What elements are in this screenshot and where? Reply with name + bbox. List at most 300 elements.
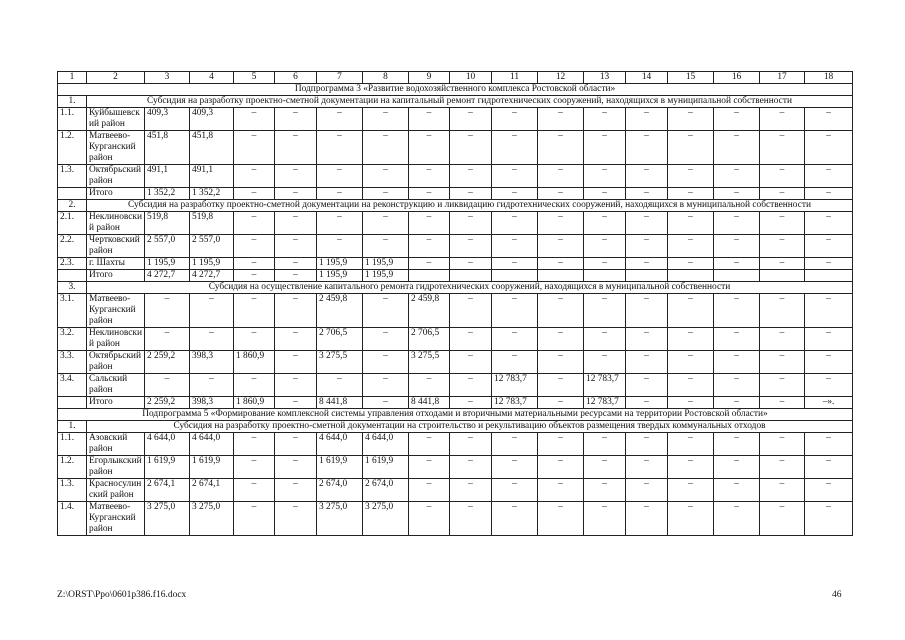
page-number: 46: [832, 590, 842, 600]
value-cell: 1 195,9: [363, 258, 409, 270]
row-number: [58, 397, 87, 409]
value-cell: –: [760, 502, 805, 536]
value-cell: –: [714, 212, 760, 235]
value-cell: –: [275, 374, 317, 397]
column-number: 16: [714, 72, 760, 84]
value-cell: 1 352,2: [145, 188, 190, 200]
value-cell: 2 259,2: [145, 397, 190, 409]
value-cell: –: [626, 397, 668, 409]
row-number: 2.3.: [58, 258, 87, 270]
value-cell: –: [275, 433, 317, 456]
value-cell: –: [584, 456, 626, 479]
value-cell: 12 783,7: [492, 374, 538, 397]
row-number: [58, 270, 87, 282]
value-cell: 8 441,8: [317, 397, 363, 409]
value-cell: –: [363, 235, 409, 258]
value-cell: –: [626, 258, 668, 270]
column-number: 10: [450, 72, 492, 84]
section-row: [58, 421, 853, 433]
value-cell: –: [584, 131, 626, 165]
value-cell: –: [714, 165, 760, 188]
value-cell: –: [668, 131, 714, 165]
value-cell: 451,8: [145, 131, 190, 165]
value-cell: –: [317, 165, 363, 188]
column-number: 6: [275, 72, 317, 84]
value-cell: –: [409, 212, 450, 235]
value-cell: –: [714, 479, 760, 502]
value-cell: 1 352,2: [190, 188, 234, 200]
value-cell: –: [363, 188, 409, 200]
value-cell: –: [450, 328, 492, 351]
value-cell: 3 275,0: [363, 502, 409, 536]
value-cell: –: [626, 456, 668, 479]
value-cell: –: [538, 502, 584, 536]
value-cell: –: [538, 258, 584, 270]
value-cell: 519,8: [145, 212, 190, 235]
table-row: [58, 351, 853, 374]
row-label: Октябрьский район: [87, 351, 145, 374]
value-cell: –: [317, 235, 363, 258]
value-cell: –: [275, 235, 317, 258]
value-cell: –: [450, 479, 492, 502]
value-cell: 398,3: [190, 397, 234, 409]
value-cell: –: [145, 294, 190, 328]
value-cell: –: [317, 374, 363, 397]
table-row: [58, 131, 853, 165]
value-cell: –: [492, 433, 538, 456]
value-cell: [450, 270, 492, 282]
subprogram-title-row: [58, 84, 853, 96]
value-cell: –: [760, 351, 805, 374]
value-cell: –: [668, 502, 714, 536]
value-cell: 1 860,9: [234, 351, 275, 374]
value-cell: [492, 270, 538, 282]
section-number: 3.: [58, 282, 87, 294]
value-cell: [584, 270, 626, 282]
value-cell: 2 459,8: [409, 294, 450, 328]
table-row: [58, 108, 853, 131]
value-cell: –: [190, 374, 234, 397]
value-cell: –: [626, 165, 668, 188]
value-cell: –: [760, 212, 805, 235]
value-cell: –: [363, 131, 409, 165]
value-cell: –: [409, 433, 450, 456]
section-title: Субсидия на осуществление капитального ремонта гидротехнических сооружений, находящихся в муниципальной собственности: [87, 282, 853, 294]
row-label: Сальский район: [87, 374, 145, 397]
value-cell: 4 644,0: [317, 433, 363, 456]
value-cell: [626, 270, 668, 282]
value-cell: –: [275, 108, 317, 131]
value-cell: 12 783,7: [584, 374, 626, 397]
value-cell: 1 195,9: [317, 258, 363, 270]
value-cell: 3 275,5: [409, 351, 450, 374]
column-number: 1: [58, 72, 87, 84]
value-cell: –: [668, 328, 714, 351]
value-cell: 491,1: [145, 165, 190, 188]
value-cell: –: [805, 188, 853, 200]
value-cell: –: [234, 235, 275, 258]
value-cell: –: [538, 108, 584, 131]
value-cell: –: [538, 212, 584, 235]
value-cell: –: [760, 397, 805, 409]
value-cell: –: [668, 108, 714, 131]
value-cell: –: [234, 188, 275, 200]
column-number: 11: [492, 72, 538, 84]
value-cell: –: [275, 502, 317, 536]
value-cell: –: [275, 258, 317, 270]
subprogram-title: Подпрограмма 3 «Развитие водохозяйственного комплекса Ростовской области»: [58, 84, 853, 96]
value-cell: –: [805, 108, 853, 131]
value-cell: –: [760, 108, 805, 131]
value-cell: –: [584, 165, 626, 188]
value-cell: –: [668, 294, 714, 328]
value-cell: 2 674,0: [317, 479, 363, 502]
value-cell: 1 619,9: [317, 456, 363, 479]
value-cell: –: [450, 131, 492, 165]
row-label: Матвеево-Курганский район: [87, 502, 145, 536]
column-number: 8: [363, 72, 409, 84]
value-cell: 1 195,9: [190, 258, 234, 270]
value-cell: –: [626, 294, 668, 328]
value-cell: –: [234, 258, 275, 270]
value-cell: –: [409, 165, 450, 188]
value-cell: –: [234, 131, 275, 165]
value-cell: –: [626, 108, 668, 131]
value-cell: –: [190, 294, 234, 328]
value-cell: –: [668, 479, 714, 502]
value-cell: –: [492, 479, 538, 502]
value-cell: 4 644,0: [145, 433, 190, 456]
subprogram-title-row: [58, 409, 853, 421]
value-cell: –: [492, 502, 538, 536]
value-cell: –: [492, 131, 538, 165]
value-cell: –: [363, 374, 409, 397]
value-cell: –: [668, 258, 714, 270]
value-cell: –: [584, 258, 626, 270]
row-number: 1.1.: [58, 433, 87, 456]
value-cell: 2 674,0: [363, 479, 409, 502]
value-cell: –: [714, 328, 760, 351]
value-cell: 1 860,9: [234, 397, 275, 409]
value-cell: –: [409, 188, 450, 200]
value-cell: –: [317, 131, 363, 165]
value-cell: 519,8: [190, 212, 234, 235]
value-cell: –: [668, 397, 714, 409]
value-cell: –: [538, 397, 584, 409]
value-cell: –: [760, 165, 805, 188]
value-cell: –: [714, 108, 760, 131]
value-cell: –: [492, 188, 538, 200]
value-cell: –: [760, 374, 805, 397]
value-cell: –: [538, 294, 584, 328]
value-cell: –: [668, 165, 714, 188]
table-row: [58, 270, 853, 282]
value-cell: –: [538, 479, 584, 502]
row-number: 1.3.: [58, 165, 87, 188]
table-row: [58, 212, 853, 235]
value-cell: –: [805, 328, 853, 351]
section-number: 1.: [58, 96, 87, 108]
value-cell: 2 459,8: [317, 294, 363, 328]
row-number: 1.1.: [58, 108, 87, 131]
value-cell: [760, 270, 805, 282]
value-cell: –: [760, 479, 805, 502]
value-cell: –: [805, 456, 853, 479]
row-number: 1.4.: [58, 502, 87, 536]
row-label: Неклиновский район: [87, 328, 145, 351]
value-cell: –: [714, 258, 760, 270]
value-cell: –: [409, 258, 450, 270]
value-cell: [538, 270, 584, 282]
value-cell: –: [145, 328, 190, 351]
value-cell: –: [450, 108, 492, 131]
value-cell: 2 259,2: [145, 351, 190, 374]
value-cell: 4 644,0: [190, 433, 234, 456]
value-cell: –: [234, 433, 275, 456]
value-cell: 2 706,5: [409, 328, 450, 351]
value-cell: –: [190, 328, 234, 351]
value-cell: –: [538, 235, 584, 258]
table-row: [58, 502, 853, 536]
value-cell: –: [805, 131, 853, 165]
value-cell: 2 674,1: [190, 479, 234, 502]
value-cell: –: [234, 456, 275, 479]
value-cell: –: [668, 351, 714, 374]
value-cell: –: [538, 165, 584, 188]
value-cell: 491,1: [190, 165, 234, 188]
value-cell: –: [450, 188, 492, 200]
value-cell: –: [363, 397, 409, 409]
column-number: 17: [760, 72, 805, 84]
table-row: [58, 235, 853, 258]
column-number: 12: [538, 72, 584, 84]
value-cell: –: [538, 433, 584, 456]
value-cell: –: [760, 294, 805, 328]
value-cell: –: [714, 502, 760, 536]
column-number: 5: [234, 72, 275, 84]
value-cell: –: [234, 328, 275, 351]
row-number: 3.2.: [58, 328, 87, 351]
column-number: 9: [409, 72, 450, 84]
value-cell: –: [668, 433, 714, 456]
value-cell: –: [450, 294, 492, 328]
value-cell: 12 783,7: [492, 397, 538, 409]
column-number: 18: [805, 72, 853, 84]
row-label: г. Шахты: [87, 258, 145, 270]
value-cell: –: [450, 374, 492, 397]
value-cell: 2 557,0: [190, 235, 234, 258]
value-cell: –: [409, 502, 450, 536]
value-cell: –: [714, 351, 760, 374]
value-cell: –: [492, 294, 538, 328]
value-cell: –: [714, 433, 760, 456]
value-cell: –: [805, 479, 853, 502]
value-cell: –: [275, 397, 317, 409]
value-cell: –: [805, 235, 853, 258]
value-cell: –: [805, 258, 853, 270]
section-row: [58, 282, 853, 294]
value-cell: 3 275,5: [317, 351, 363, 374]
value-cell: –: [714, 294, 760, 328]
value-cell: –: [538, 188, 584, 200]
value-cell: –: [760, 258, 805, 270]
value-cell: –: [275, 270, 317, 282]
value-cell: 4 644,0: [363, 433, 409, 456]
value-cell: –: [584, 328, 626, 351]
value-cell: 1 195,9: [145, 258, 190, 270]
value-cell: –: [275, 351, 317, 374]
row-number: 3.3.: [58, 351, 87, 374]
value-cell: [714, 270, 760, 282]
column-number: 4: [190, 72, 234, 84]
value-cell: –: [450, 397, 492, 409]
value-cell: –: [714, 188, 760, 200]
value-cell: 398,3: [190, 351, 234, 374]
value-cell: –: [492, 212, 538, 235]
value-cell: –: [409, 456, 450, 479]
value-cell: –: [668, 235, 714, 258]
value-cell: –: [626, 328, 668, 351]
value-cell: –: [626, 351, 668, 374]
value-cell: –: [450, 165, 492, 188]
value-cell: –: [450, 235, 492, 258]
value-cell: –: [275, 294, 317, 328]
section-row: [58, 96, 853, 108]
value-cell: –».: [805, 397, 853, 409]
table-row: [58, 294, 853, 328]
value-cell: –: [538, 374, 584, 397]
value-cell: –: [409, 131, 450, 165]
value-cell: 2 706,5: [317, 328, 363, 351]
value-cell: –: [409, 235, 450, 258]
value-cell: 409,3: [145, 108, 190, 131]
value-cell: –: [714, 397, 760, 409]
value-cell: –: [492, 165, 538, 188]
row-label: Куйбышевский район: [87, 108, 145, 131]
value-cell: –: [584, 433, 626, 456]
value-cell: –: [363, 294, 409, 328]
row-label: Итого: [87, 270, 145, 282]
value-cell: –: [668, 456, 714, 479]
value-cell: –: [760, 188, 805, 200]
column-number: 15: [668, 72, 714, 84]
value-cell: –: [714, 456, 760, 479]
value-cell: –: [584, 294, 626, 328]
table-row: [58, 397, 853, 409]
value-cell: 4 272,7: [145, 270, 190, 282]
section-number: 2.: [58, 200, 87, 212]
value-cell: 3 275,0: [190, 502, 234, 536]
value-cell: –: [450, 502, 492, 536]
section-title: Субсидия на разработку проектно-сметной документации на реконструкцию и ликвидацию гидротехнических сооружений, находящихся в муниципальной собственности: [87, 200, 853, 212]
value-cell: –: [626, 212, 668, 235]
value-cell: –: [234, 502, 275, 536]
value-cell: 3 275,0: [145, 502, 190, 536]
table-row: [58, 433, 853, 456]
value-cell: –: [492, 235, 538, 258]
value-cell: –: [275, 212, 317, 235]
row-label: Неклиновский район: [87, 212, 145, 235]
value-cell: –: [805, 502, 853, 536]
row-number: 3.4.: [58, 374, 87, 397]
value-cell: 1 619,9: [145, 456, 190, 479]
value-cell: –: [584, 351, 626, 374]
value-cell: [409, 270, 450, 282]
value-cell: –: [317, 212, 363, 235]
value-cell: –: [760, 456, 805, 479]
value-cell: [805, 270, 853, 282]
value-cell: 2 674,1: [145, 479, 190, 502]
value-cell: 8 441,8: [409, 397, 450, 409]
value-cell: –: [275, 131, 317, 165]
value-cell: –: [363, 212, 409, 235]
value-cell: [668, 270, 714, 282]
row-label: Егорлыкский район: [87, 456, 145, 479]
row-number: 3.1.: [58, 294, 87, 328]
value-cell: –: [234, 108, 275, 131]
value-cell: –: [584, 108, 626, 131]
value-cell: –: [275, 456, 317, 479]
value-cell: –: [626, 374, 668, 397]
value-cell: 3 275,0: [317, 502, 363, 536]
value-cell: –: [363, 165, 409, 188]
value-cell: –: [626, 235, 668, 258]
value-cell: –: [668, 212, 714, 235]
value-cell: –: [275, 188, 317, 200]
value-cell: –: [275, 165, 317, 188]
row-label: Красносулинский район: [87, 479, 145, 502]
value-cell: –: [760, 328, 805, 351]
value-cell: –: [234, 294, 275, 328]
value-cell: –: [584, 212, 626, 235]
column-number: 2: [87, 72, 145, 84]
row-label: Итого: [87, 397, 145, 409]
value-cell: –: [668, 188, 714, 200]
row-label: Матвеево-Курганский район: [87, 294, 145, 328]
value-cell: –: [760, 131, 805, 165]
value-cell: –: [760, 235, 805, 258]
value-cell: –: [409, 108, 450, 131]
row-label: Азовский район: [87, 433, 145, 456]
value-cell: –: [492, 456, 538, 479]
value-cell: –: [234, 270, 275, 282]
value-cell: –: [805, 212, 853, 235]
value-cell: –: [584, 188, 626, 200]
value-cell: –: [317, 108, 363, 131]
value-cell: –: [626, 188, 668, 200]
table-row: [58, 258, 853, 270]
value-cell: –: [409, 479, 450, 502]
value-cell: –: [275, 328, 317, 351]
value-cell: –: [538, 351, 584, 374]
value-cell: 1 619,9: [363, 456, 409, 479]
column-number: 7: [317, 72, 363, 84]
section-title: Субсидия на разработку проектно-сметной документации на капитальный ремонт гидротехнических сооружений, находящихся в муниципальной собственности: [87, 96, 853, 108]
value-cell: –: [714, 374, 760, 397]
column-number: 13: [584, 72, 626, 84]
value-cell: –: [626, 502, 668, 536]
table-row: [58, 374, 853, 397]
value-cell: –: [145, 374, 190, 397]
table-row: [58, 188, 853, 200]
row-label: Итого: [87, 188, 145, 200]
row-number: [58, 188, 87, 200]
value-cell: 1 195,9: [363, 270, 409, 282]
table-row: [58, 456, 853, 479]
value-cell: –: [450, 351, 492, 374]
row-label: Матвеево-Курганский район: [87, 131, 145, 165]
value-cell: –: [363, 351, 409, 374]
